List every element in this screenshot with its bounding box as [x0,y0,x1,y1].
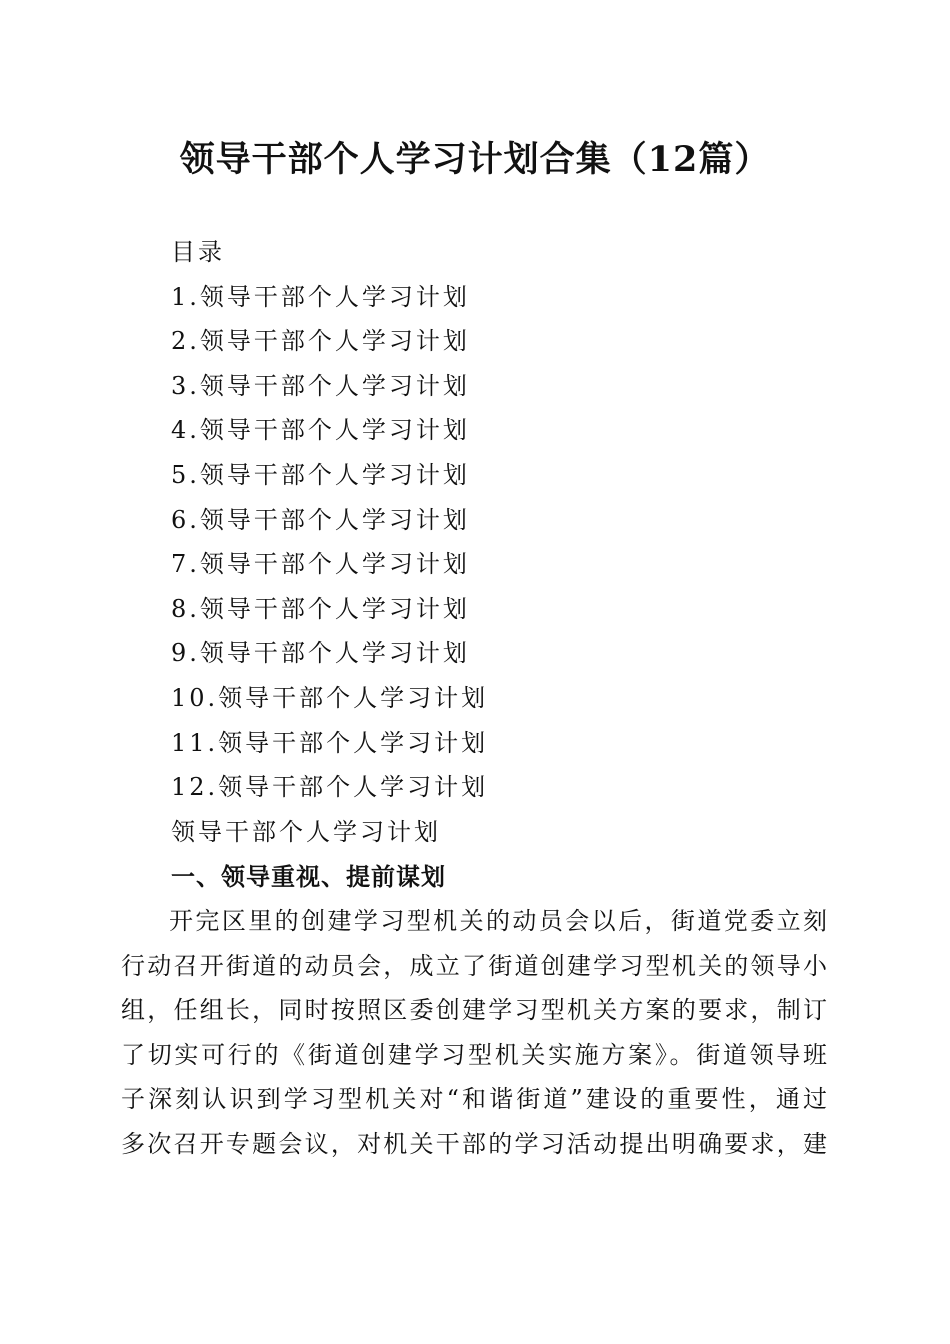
toc-item: 5.领导干部个人学习计划 [171,460,470,489]
paragraph-line: 开完区里的创建学习型机关的动员会以后，街道党委立刻 [169,907,827,935]
toc-item: 1.领导干部个人学习计划 [171,282,470,311]
toc-item: 8.领导干部个人学习计划 [171,594,470,623]
toc-item: 4.领导干部个人学习计划 [171,416,470,445]
paragraph-line: 子深刻认识到学习型机关对“和谐街道”建设的重要性，通过 [121,1085,827,1114]
paragraph-line: 了切实可行的《街道创建学习型机关实施方案》。街道领导班 [121,1040,827,1069]
toc-item: 10.领导干部个人学习计划 [171,683,489,712]
toc-item: 2.领导干部个人学习计划 [171,327,470,356]
table-of-contents [171,230,831,854]
document-title: 领导干部个人学习计划合集（12篇） [179,139,771,180]
paragraph-line: 多次召开专题会议，对机关干部的学习活动提出明确要求，建 [121,1129,827,1158]
paragraph-line: 组，任组长，同时按照区委创建学习型机关方案的要求，制订 [121,996,827,1025]
article-title: 领导干部个人学习计划 [171,817,441,846]
toc-item: 6.领导干部个人学习计划 [171,505,470,534]
toc-heading: 目录 [171,238,225,266]
toc-item: 7.领导干部个人学习计划 [171,550,470,579]
toc-item: 3.领导干部个人学习计划 [171,371,470,400]
body-paragraph [121,899,827,1167]
toc-item: 12.领导干部个人学习计划 [171,773,489,802]
toc-item: 9.领导干部个人学习计划 [171,639,470,668]
toc-item: 11.领导干部个人学习计划 [171,728,489,757]
paragraph-line: 行动召开街道的动员会，成立了街道创建学习型机关的领导小 [121,951,827,980]
section-heading: 一、领导重视、提前谋划 [171,863,446,891]
